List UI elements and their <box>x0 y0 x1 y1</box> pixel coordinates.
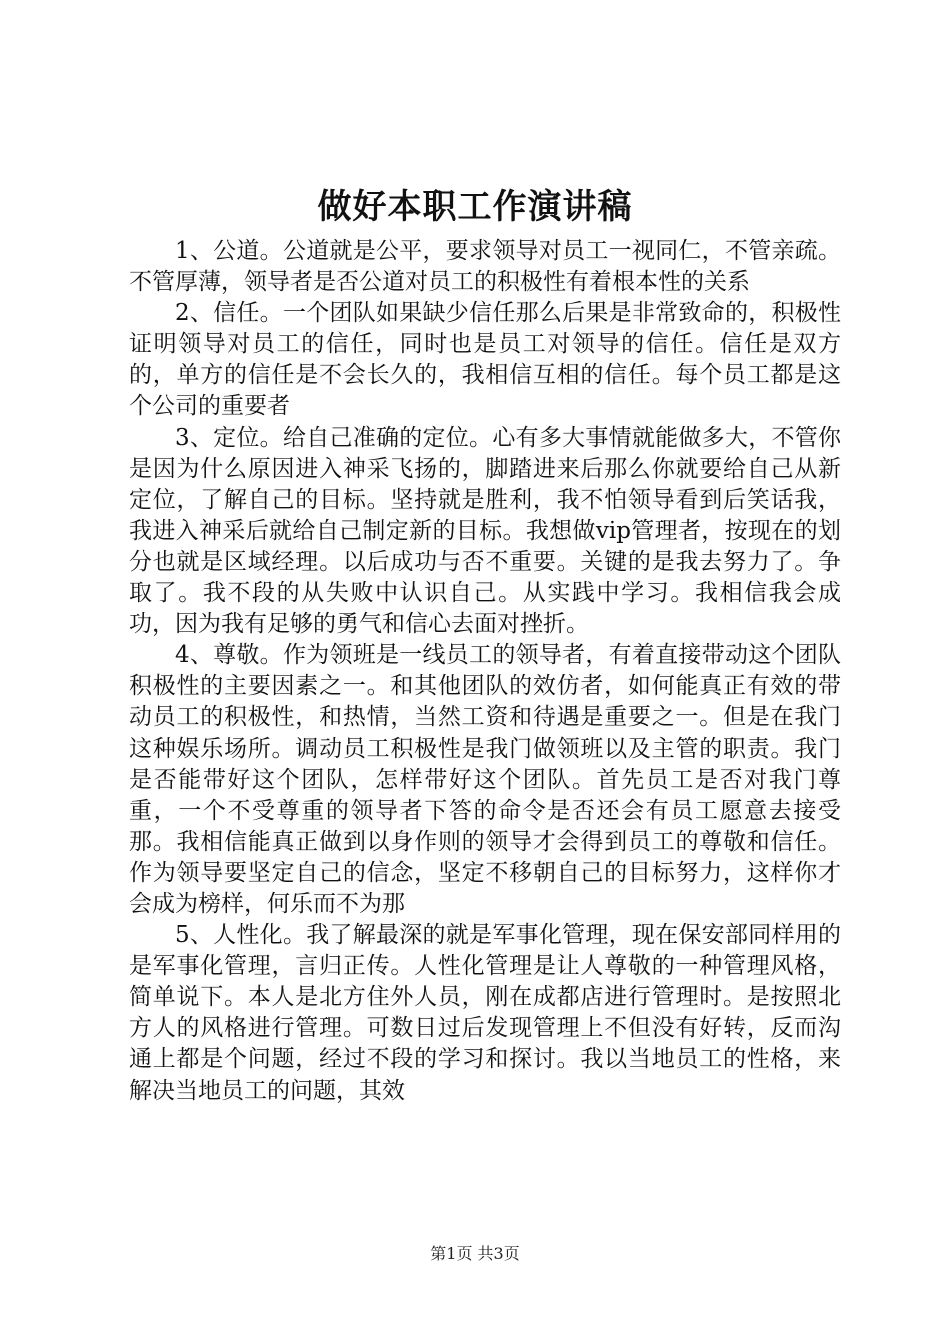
paragraph-1: 1、公道。公道就是公平，要求领导对员工一视同仁，不管亲疏。不管厚薄，领导者是否公道对员工的积极性有着根本性的关系 <box>129 238 841 296</box>
document-body <box>129 236 841 1107</box>
paragraph-4: 4、尊敬。作为领班是一线员工的领导者，有着直接带动这个团队积极性的主要因素之一。和其他团队的效仿者，如何能真正有效的带动员工的积极性，和热情，当然工资和待遇是重要之一。但是在我门这种娱乐场所。调动员工积极性是我门做领班以及主管的职责。我门是否能带好这个团队，怎样带好这个团队。首先员工是否对我门尊重，一个不受尊重的领导者下答的命令是否还会有员工愿意去接受那。我相信能真正做到以身作则的领导才会得到员工的尊敬和信任。作为领导要坚定自己的信念，坚定不移朝自己的目标努力，这样你才会成为榜样，何乐而不为那 <box>129 642 841 917</box>
paragraph-2: 2、信任。一个团队如果缺少信任那么后果是非常致命的，积极性证明领导对员工的信任，同时也是员工对领导的信任。信任是双方的，单方的信任是不会长久的，我相信互相的信任。每个员工都是这个公司的重要者 <box>129 300 841 420</box>
page-indicator: 第1页 共3页 <box>430 1244 520 1263</box>
document-title: 做好本职工作演讲稿 <box>317 187 633 227</box>
paragraph-5: 5、人性化。我了解最深的就是军事化管理，现在保安部同样用的是军事化管理，言归正传。人性化管理是让人尊敬的一种管理风格，简单说下。本人是北方住外人员，刚在成都店进行管理时。是按照北方人的风格进行管理。可数日过后发现管理上不但没有好转，反而沟通上都是个问题，经过不段的学习和探讨。我以当地员工的性格，来解决当地员工的问题，其效 <box>129 922 841 1104</box>
paragraph-3: 3、定位。给自己准确的定位。心有多大事情就能做多大，不管你是因为什么原因进入神采飞扬的，脚踏进来后那么你就要给自己从新定位，了解自己的目标。坚持就是胜利，我不怕领导看到后笑话我，我进入神采后就给自己制定新的目标。我想做vip管理者，按现在的划分也就是区域经理。以后成功与否不重要。关键的是我去努力了。争取了。我不段的从失败中认识自己。从实践中学习。我相信我会成功，因为我有足够的勇气和信心去面对挫折。 <box>129 424 841 638</box>
